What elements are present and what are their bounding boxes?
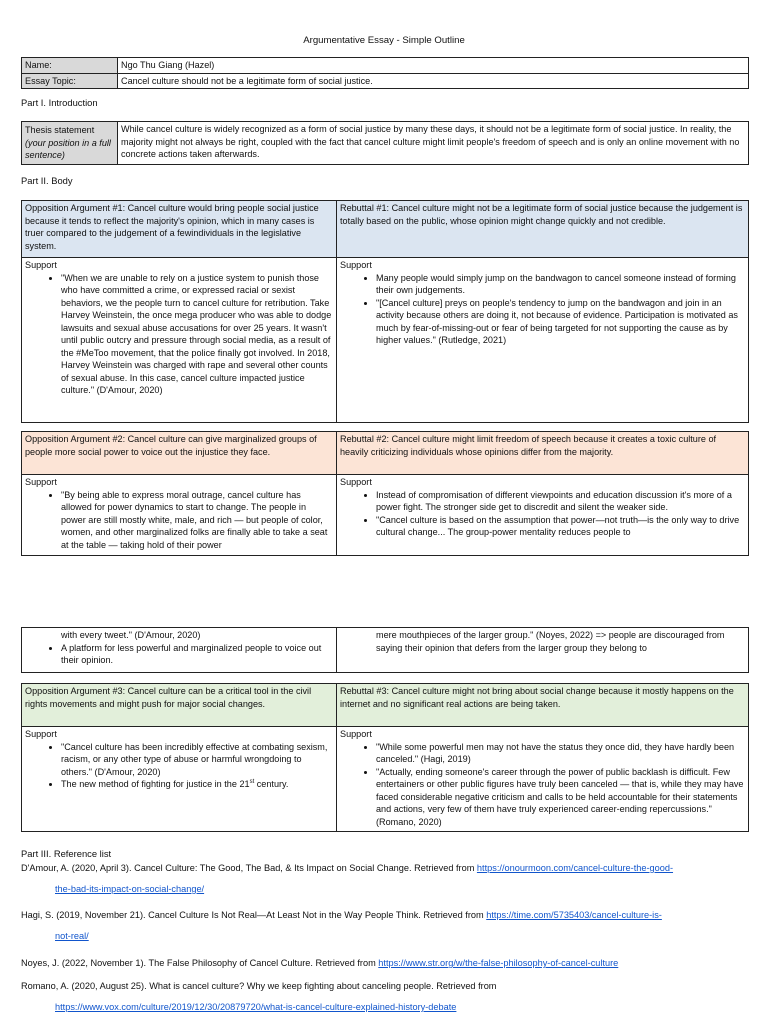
list-item: • Instead of compromisation of different viewpoints and education discussion it's more of a power fight. The stronger side get to discredit and silent the weaker side. — [376, 489, 745, 514]
list-item: • The new method of fighting for justice in the 21st century. — [61, 778, 333, 791]
list-item: • "Cancel culture has been incredibly effective at combating sexism, racism, or any other type of abuse or harmful wrongdoing to others." (D'Amour, 2020) — [61, 741, 333, 779]
list-item: • "[Cancel culture] preys on people's tendency to jump on the bandwagon and join in an activity because others are doing it, not because of evidence. Participation is motivated as much by fear-of-missing-out or fear of being targeted for not supporting the cause as by higher values." (Rutledge, 2021) — [376, 297, 745, 347]
list-item: • "Cancel culture is based on the assumption that power—not truth—is the only way to drive cultural change... The group-power mentality reduces people to — [376, 514, 745, 539]
reference-damour: D'Amour, A. (2020, April 3). Cancel Culture: The Good, The Bad, & Its Impact on Social Change. Retrieved from https://onourmoon.com/cancel-culture-the-good- the-bad-its-impact-on-social-change/ — [21, 863, 751, 896]
name-value: Ngo Thu Giang (Hazel) — [118, 58, 749, 74]
body-heading: Part II. Body — [21, 175, 73, 186]
thesis-label: Thesis statement — [25, 125, 95, 135]
support-2-left-continued — [22, 628, 337, 673]
info-table — [21, 57, 749, 89]
thesis-sublabel: (your position in a full sentence) — [25, 137, 111, 161]
support-label: Support — [25, 477, 57, 487]
thesis-text: While cancel culture is widely recognized as a form of social justice by many these days, it should not be a legitimate form of social justice. In reality, the majority might not always be right, coupled with the fact that cancel culture might limit people's freedom of speech and is only an online movement with no concrete actions taken afterwards. — [118, 122, 749, 165]
topic-label: Essay Topic: — [22, 73, 118, 89]
support-label: Support — [340, 477, 372, 487]
list-item: • "When we are unable to rely on a justice system to punish those who have committed a crime, or expressed racial or sexist behaviors, we the people turn to cancel culture for retribution. Take Harvey Weinstein, the once mega producer who was able to dodge lawsuits and sexual abuse accusations for over 25 years. It wasn't until public outcry and pressure through social media, as a result of the #MeToo movement, that the police finally got involved. In 2018, Harvey Weinstein was charged with rape and several other counts of sexual abuse. In this case, cancel culture impacted justice culture." (D'Amour, 2020) — [61, 272, 333, 397]
thesis-label-cell — [22, 122, 118, 165]
support-label: Support — [340, 260, 372, 270]
support-2-left — [22, 475, 337, 556]
list-item: • "By being able to express moral outrage, cancel culture has allowed for power dynamics to start to change. The people in power are still mostly white, male, and rich — but people of color, women, and other marginalized folks are finally able to take a seat at the table — taking hold of their power — [61, 489, 333, 552]
support-label: Support — [340, 729, 372, 739]
rebuttal-1: Rebuttal #1: Cancel culture might not be a legitimate form of social justice because the judgement is totally based on the public, whose opinion might change quickly and not credible. — [337, 201, 749, 258]
reference-link[interactable]: https://time.com/5735403/cancel-culture-is- — [486, 910, 662, 920]
support-1-left — [22, 258, 337, 423]
reference-link[interactable]: https://www.vox.com/culture/2019/12/30/20879720/what-is-cancel-culture-explained-history-debate — [55, 1001, 457, 1012]
thesis-table — [21, 121, 749, 165]
opposition-1: Opposition Argument #1: Cancel culture would bring people social justice because it tends to reflect the majority's opinion, which in many cases is truer compared to the judgement of a fewindividuals in the legislative system. — [22, 201, 337, 258]
argument-2-table — [21, 431, 749, 556]
references-heading: Part III. Reference list — [21, 848, 112, 859]
list-item: • A platform for less powerful and marginalized people to voice out their opinion. — [61, 642, 333, 667]
reference-link-continued[interactable]: the-bad-its-impact-on-social-change/ — [55, 883, 205, 894]
list-item: • "Actually, ending someone's career through the power of public backlash is difficult. Few entertainers or other public figures have truly been canceled — that is, while they may have faced considerable negative criticism and calls to be held accountable for their statements and actions, very few of them have truly experienced career-ending repercussions." (Romano, 2020) — [376, 766, 745, 829]
reference-romano: Romano, A. (2020, August 25). What is cancel culture? Why we keep fighting about canceling people. Retrieved from https://www.vox.com/culture/2019/12/30/20879720/what-is-cancel-culture-explained-history-debate — [21, 981, 751, 1014]
list-item: with every tweet." (D'Amour, 2020) — [61, 630, 201, 640]
document-title: Argumentative Essay - Simple Outline — [303, 35, 465, 46]
list-item: • Many people would simply jump on the bandwagon to cancel someone instead of forming their own judgements. — [376, 272, 745, 297]
reference-link[interactable]: https://www.str.org/w/the-false-philosophy-of-cancel-culture — [378, 958, 619, 968]
argument-2-continued-table — [21, 627, 749, 673]
intro-heading: Part I. Introduction — [21, 97, 98, 108]
argument-3-table — [21, 683, 749, 832]
list-item: • "While some powerful men may not have the status they once did, they have hardly been canceled." (Hagi, 2019) — [376, 741, 745, 766]
reference-link[interactable]: https://onourmoon.com/cancel-culture-the-good- — [476, 863, 674, 873]
list-item: mere mouthpieces of the larger group." (Noyes, 2022) => people are discouraged from saying their opinion that defers from the larger group they belong to — [376, 630, 725, 653]
support-label: Support — [25, 729, 57, 739]
rebuttal-3: Rebuttal #3: Cancel culture might not bring about social change because it mostly happens on the internet and no significant real actions are being taken. — [337, 684, 749, 727]
reference-hagi: Hagi, S. (2019, November 21). Cancel Culture Is Not Real—At Least Not in the Way People Think. Retrieved from https://time.com/5735403/cancel-culture-is- not-real/ — [21, 910, 751, 943]
support-2-right-continued — [337, 628, 749, 673]
support-2-right — [337, 475, 749, 556]
opposition-3: Opposition Argument #3: Cancel culture can be a critical tool in the civil rights movements and might push for major social changes. — [22, 684, 337, 727]
support-3-left — [22, 727, 337, 832]
support-1-right — [337, 258, 749, 423]
opposition-2: Opposition Argument #2: Cancel culture can give marginalized groups of people more social power to voice out the injustice they face. — [22, 432, 337, 475]
argument-1-table — [21, 200, 749, 423]
name-label: Name: — [22, 58, 118, 74]
reference-noyes: Noyes, J. (2022, November 1). The False Philosophy of Cancel Culture. Retrieved from https://www.str.org/w/the-false-philosophy-of-cancel-culture — [21, 958, 619, 968]
support-label: Support — [25, 260, 57, 270]
reference-link-continued[interactable]: not-real/ — [55, 930, 89, 941]
support-3-right — [337, 727, 749, 832]
rebuttal-2: Rebuttal #2: Cancel culture might limit freedom of speech because it creates a toxic culture of heavily criticizing individuals whose opinions differ from the majority. — [337, 432, 749, 475]
topic-value: Cancel culture should not be a legitimate form of social justice. — [118, 73, 749, 89]
